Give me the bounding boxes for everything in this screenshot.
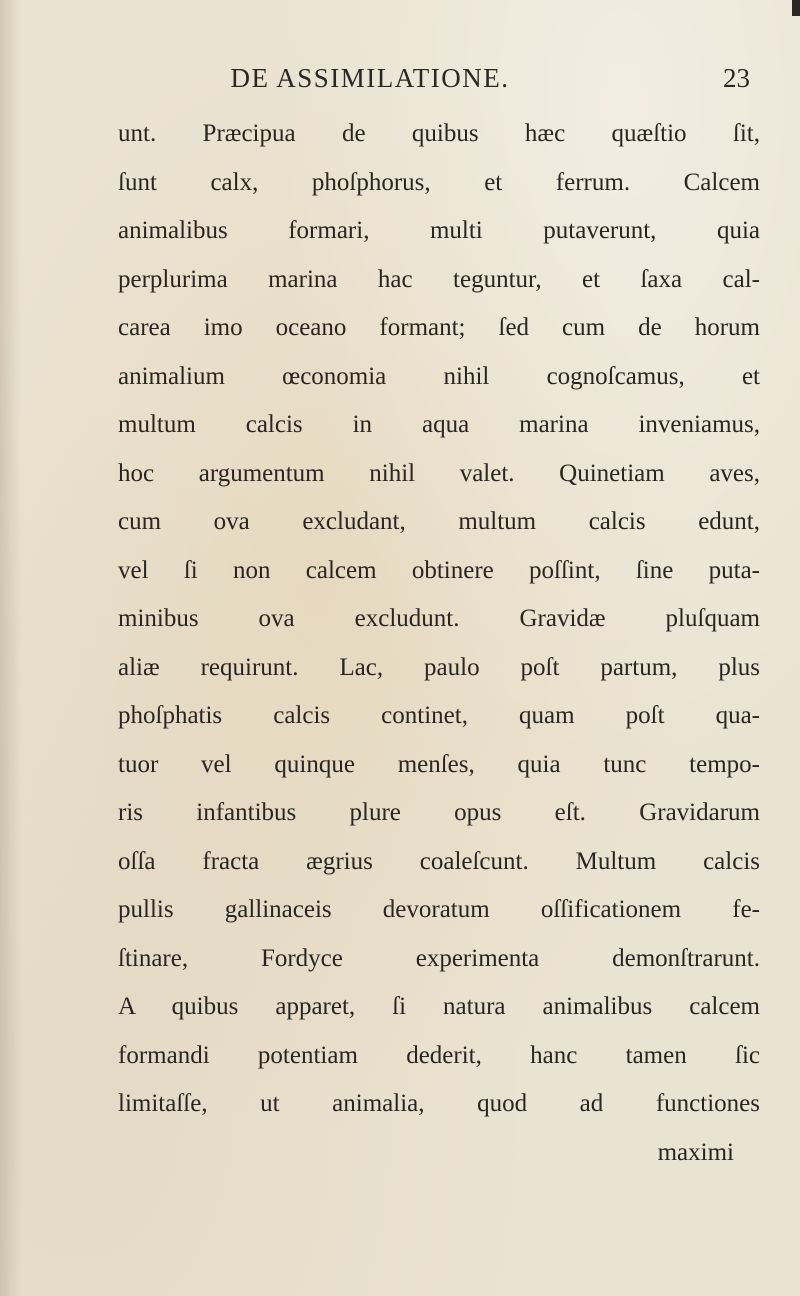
text-line: A quibus apparet, ſi natura animalibus calcem [118, 993, 760, 1020]
text-line: multum calcis in aqua marina inveniamus, [118, 411, 760, 438]
text-line: ris infantibus plure opus eſt. Gravidarum [118, 799, 760, 826]
text-line: pullis gallinaceis devoratum oſſificationem fe- [118, 896, 760, 923]
text-line: hoc argumentum nihil valet. Quinetiam aves, [118, 459, 760, 487]
text-line: unt. Præcipua de quibus hæc quæſtio ſit, [118, 120, 760, 147]
text-line: limitaſſe, ut animalia, quod ad functiones [118, 1090, 760, 1117]
running-head [90, 60, 750, 100]
text-line: ſtinare, Fordyce experimenta demonſtrarunt. [118, 944, 760, 972]
text-line: animalibus formari, multi putaverunt, quia [118, 217, 760, 244]
catchword: maximi [657, 1138, 734, 1166]
text-line: vel ſi non calcem obtinere poſſint, ſine puta- [118, 556, 760, 584]
running-title: DE ASSIMILATIONE. [230, 63, 510, 93]
text-line: ſunt calx, phoſphorus, et ferrum. Calcem [118, 168, 760, 196]
text-line: phoſphatis calcis continet, quam poſt qua- [118, 702, 760, 729]
corner-mark [792, 0, 800, 16]
text-line: perplurima marina hac teguntur, et ſaxa cal- [118, 265, 760, 293]
text-line: formandi potentiam dederit, hanc tamen ſic [118, 1041, 760, 1069]
text-line: animalium œconomia nihil cognoſcamus, et [118, 362, 760, 390]
text-line: aliæ requirunt. Lac, paulo poſt partum, plus [118, 653, 760, 681]
gutter-shadow [0, 0, 22, 1296]
text-line: minibus ova excludunt. Gravidæ pluſquam [118, 605, 760, 632]
text-line: carea imo oceano formant; ſed cum de horum [118, 314, 760, 341]
text-line: oſſa fracta ægrius coaleſcunt. Multum calcis [118, 847, 760, 875]
text-line: cum ova excludant, multum calcis edunt, [118, 508, 760, 535]
body-text [118, 110, 760, 1177]
text-line: tuor vel quinque menſes, quia tunc tempo- [118, 750, 760, 778]
page-number: 23 [723, 63, 750, 93]
